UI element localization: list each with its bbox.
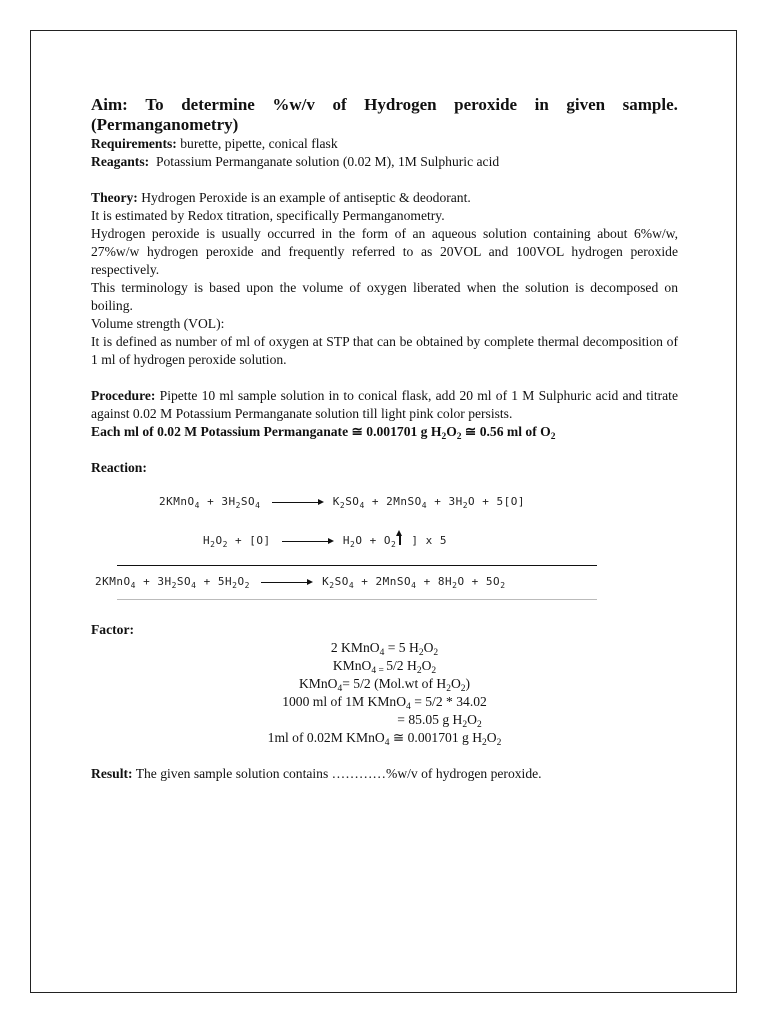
equivalence-part: ≅ 0.56 ml of O: [461, 424, 551, 439]
reagents-line: [91, 153, 678, 171]
gas-evolved-arrow-icon: [396, 531, 404, 545]
factor-line: KMnO$_4$= 5/2 (Mol.wt of $H_2O_2$): [298, 676, 471, 694]
aim-word: given: [566, 95, 606, 114]
subscript: 2: [456, 432, 462, 442]
aim-label: Aim:: [91, 95, 128, 114]
volume-strength-heading: Volume strength (VOL):: [91, 316, 225, 331]
subscript: 2: [550, 432, 556, 442]
theory-label: Theory:: [91, 190, 138, 205]
requirements-line: [91, 135, 678, 153]
right-arrow-icon: [272, 502, 322, 503]
aim-word: of: [332, 95, 347, 114]
aim-word: determine: [181, 95, 255, 114]
result-text: The given sample solution contains …………%w/v of hydrogen peroxide.: [132, 766, 542, 781]
aim-line-2: (Permanganometry): [91, 115, 239, 134]
aim-line-1: [91, 95, 678, 115]
reaction-heading: [91, 459, 678, 477]
aim-word: in: [534, 95, 549, 114]
reaction-1: 2KMnO$_4$ + $3H_2SO_4$ $K_2SO_4$ + 2MnSO$_4$ + $3H_2O + 5[O]$: [159, 495, 526, 510]
result-label: Result:: [91, 766, 133, 781]
divider-line-bottom: [117, 599, 597, 600]
procedure-paragraph: [91, 387, 678, 423]
theory-paragraph-2: This terminology is based upon the volume of oxygen liberated when the solution is decomposed on boiling.: [91, 280, 678, 313]
equivalence-part: O: [446, 424, 457, 439]
aim-word: %w/v: [272, 95, 315, 114]
aim-word: peroxide: [454, 95, 518, 114]
factor-calculation: [91, 639, 678, 747]
equivalence-part: Each ml of 0.02 M Potassium Permanganate ≅ 0.001701 g H: [91, 424, 442, 439]
theory-paragraph-1: Hydrogen peroxide is usually occurred in the form of an aqueous solution containing about 6%w/w, 27%w/w hydrogen peroxide and frequently referred to as 20VOL and 100VOL hydrogen peroxide respectively.: [91, 226, 678, 277]
factor-line: 1ml of 0.02M KMnO$_4$ ≅ 0.001701 g $H_2O_2$: [267, 730, 502, 748]
volume-strength-definition: It is defined as number of ml of oxygen at STP that can be obtained by complete thermal decomposition of 1 ml of hydrogen peroxide solution.: [91, 334, 678, 367]
factor-heading: [91, 621, 678, 639]
requirements-text: burette, pipette, conical flask: [176, 136, 338, 151]
divider-line: [117, 565, 597, 566]
factor-line: 2 KMnO$_4$ = 5 $H_2O_2$: [330, 640, 439, 658]
right-arrow-icon: [282, 541, 332, 542]
aim-heading: [91, 95, 678, 135]
reaction-label: Reaction:: [91, 460, 147, 475]
reaction-equations: [91, 487, 678, 605]
requirements-label: Requirements:: [91, 136, 177, 151]
subscript: 2: [441, 432, 447, 442]
aim-word: To: [145, 95, 164, 114]
factor-line: 1000 ml of 1M KMnO$_4$ = 5/2 * 34.02: [282, 694, 487, 712]
right-arrow-icon: [261, 582, 311, 583]
factor-label: Factor:: [91, 622, 135, 637]
document-body: [91, 95, 678, 783]
theory-line-2: It is estimated by Redox titration, specifically Permanganometry.: [91, 208, 445, 223]
reaction-net: 2KMnO$_4$ + $3H_2SO_4 + 5H_2O_2$ $K_2SO_4$ + 2MnSO$_4$ + $8H_2O + 5O_2$: [95, 575, 506, 590]
procedure-label: Procedure:: [91, 388, 156, 403]
equivalence-statement: [91, 423, 678, 441]
reaction-2: $H_2O_2 + [O] H_2O + O_2$ ] x 5: [203, 531, 447, 554]
page-border: [30, 30, 737, 993]
reagents-label: Reagants:: [91, 154, 150, 169]
factor-line: = 85.05 g $H_2O_2$: [397, 712, 482, 730]
procedure-text: Pipette 10 ml sample solution in to conical flask, add 20 ml of 1 M Sulphuric acid and titrate against 0.02 M Potassium Permanganate solution till light pink color persists.: [91, 388, 678, 421]
aim-word: sample.: [622, 95, 678, 114]
theory-text-1: Hydrogen Peroxide is an example of antiseptic & deodorant.: [137, 190, 471, 205]
factor-line: KMnO$_{4 =}$ 5/2 $H_2O_2$: [332, 658, 437, 676]
result-line: [91, 765, 678, 783]
aim-word: Hydrogen: [364, 95, 437, 114]
theory-line-1: [91, 189, 678, 207]
reagents-text: Potassium Permanganate solution (0.02 M), 1M Sulphuric acid: [149, 154, 500, 169]
